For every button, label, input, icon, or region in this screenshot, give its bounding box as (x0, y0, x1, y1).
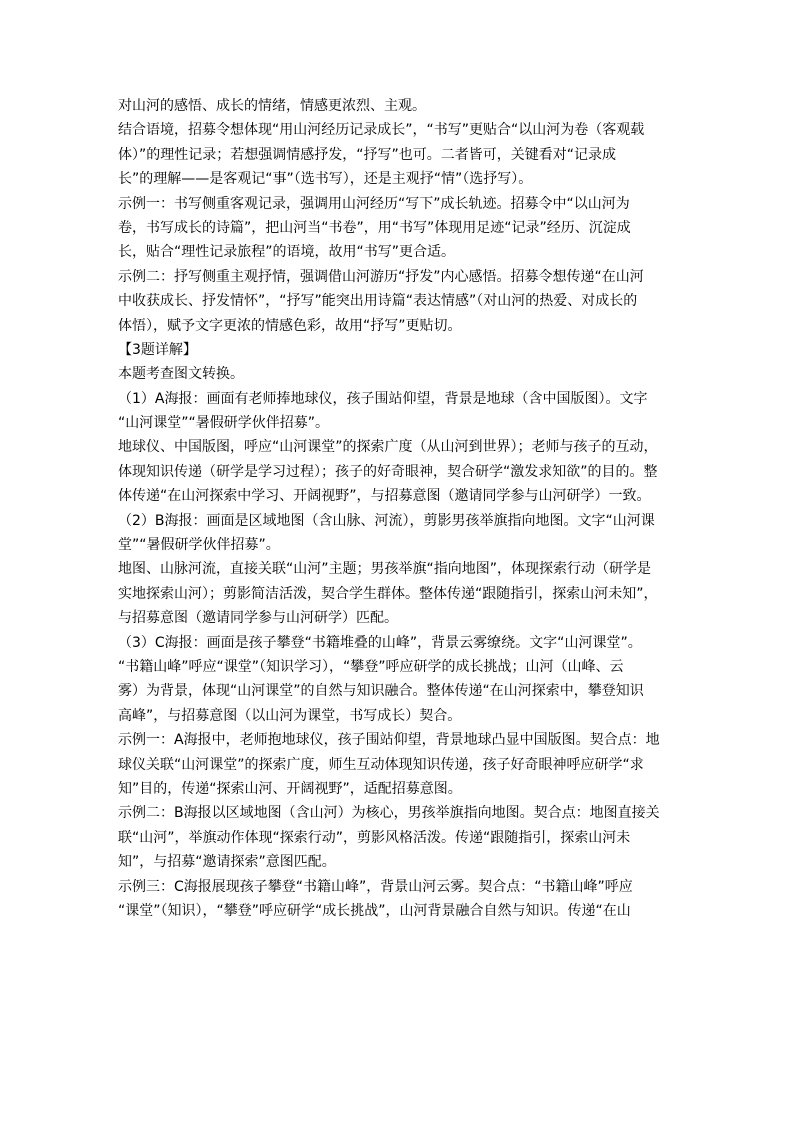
text-line: 长”的理解——是客观记“事”（选书写），还是主观抒“情”（选抒写）。 (118, 171, 533, 188)
text-line: 联“山河”，举旗动作体现“探索行动”，剪影风格活泼。传递“跟随指引，探索山河未 (118, 829, 631, 846)
text-line: 中收获成长、抒发情怀”，“抒写”能突出用诗篇“表达情感”（对山河的热爱、对成长的 (118, 293, 638, 310)
text-line: 长，贴合“理性记录旅程”的语境，故用“书写”更合适。 (118, 244, 456, 261)
text-line: 地图、山脉河流，直接关联“山河”主题；男孩举旗“指向地图”，体现探索行动（研学是 (118, 561, 652, 578)
text-line: 与招募意图（邀请同学参与山河研学）匹配。 (118, 610, 398, 627)
text-line: 知”目的，传递“探索山河、开阔视野”，适配招募意图。 (118, 780, 462, 797)
text-line: 示例二：抒写侧重主观抒情，强调借山河游历“抒发”内心感悟。招募令想传递“在山河 (118, 268, 644, 285)
text-line: 示例三：C海报展现孩子攀登“书籍山峰”，背景山河云雾。契合点：“书籍山峰”呼应 (118, 878, 633, 895)
text-line: 体）”的理性记录；若想强调情感抒发，“抒写”也可。二者皆可，关键看对“记录成 (118, 146, 617, 163)
text-line: 知”，与招募“邀请探索”意图匹配。 (118, 854, 336, 871)
text-line: “课堂”（知识），“攀登”呼应研学“成长挑战”，山河背景融合自然与知识。传递“在山 (118, 902, 631, 919)
text-line: 体传递“在山河探索中学习、开阔视野”，与招募意图（邀请同学参与山河研学）一致。 (118, 488, 651, 505)
section-heading: 【3题详解】 (118, 341, 197, 358)
text-line: 示例一：书写侧重客观记录，强调用山河经历“写下”成长轨迹。招募令中“以山河为 (118, 195, 630, 212)
text-line: 高峰”，与招募意图（以山河为课堂，书写成长）契合。 (118, 707, 462, 724)
text-line: （3）C海报：画面是孩子攀登“书籍堆叠的山峰”，背景云雾缭绕。文字“山河课堂”。 (118, 634, 642, 651)
text-line: 示例一：A海报中，老师抱地球仪，孩子围站仰望，背景地球凸显中国版图。契合点：地 (118, 732, 660, 749)
text-line: 实地探索山河）；剪影简洁活泼，契合学生群体。整体传递“跟随指引，探索山河未知”， (118, 585, 658, 602)
text-line: （2）B海报：画面是区域地图（含山脉、河流），剪影男孩举旗指向地图。文字“山河课 (118, 512, 655, 529)
text-line: 结合语境，招募令想体现“用山河经历记录成长”，“书写”更贴合“以山河为卷（客观载 (118, 122, 645, 139)
text-line: 球仪关联“山河课堂”的探索广度，师生互动体现知识传递，孩子好奇眼神呼应研学“求 (118, 756, 644, 773)
document-body (118, 94, 678, 923)
text-line: （1）A海报：画面有老师捧地球仪，孩子围站仰望，背景是地球（含中国版图）。文字 (118, 390, 648, 407)
text-line: 卷，书写成长的诗篇”，把山河当“书卷”，用“书写”体现用足迹“记录”经历、沉淀成 (118, 219, 631, 236)
text-line: “书籍山峰”呼应“课堂”（知识学习），“攀登”呼应研学的成长挑战；山河（山峰、云 (118, 658, 624, 675)
text-line: 堂”“暑假研学伙伴招募”。 (118, 537, 280, 554)
text-line: 体现知识传递（研学是学习过程）；孩子的好奇眼神，契合研学“激发求知欲”的目的。整 (118, 463, 658, 480)
text-line: 地球仪、中国版图，呼应“山河课堂”的探索广度（从山河到世界）；老师与孩子的互动， (118, 439, 658, 456)
text-line: 雾）为背景，体现“山河课堂”的自然与知识融合。整体传递“在山河探索中，攀登知识 (118, 683, 644, 700)
text-line: 体悟），赋予文字更浓的情感色彩，故用“抒写”更贴切。 (118, 317, 462, 334)
text-line: 对山河的感悟、成长的情绪，情感更浓烈、主观。 (118, 98, 426, 114)
text-line: 示例二：B海报以区域地图（含山河）为核心，男孩举旗指向地图。契合点：地图直接关 (118, 805, 660, 822)
text-line: 本题考查图文转换。 (118, 366, 244, 383)
text-line: “山河课堂”“暑假研学伙伴招募”。 (118, 415, 330, 432)
